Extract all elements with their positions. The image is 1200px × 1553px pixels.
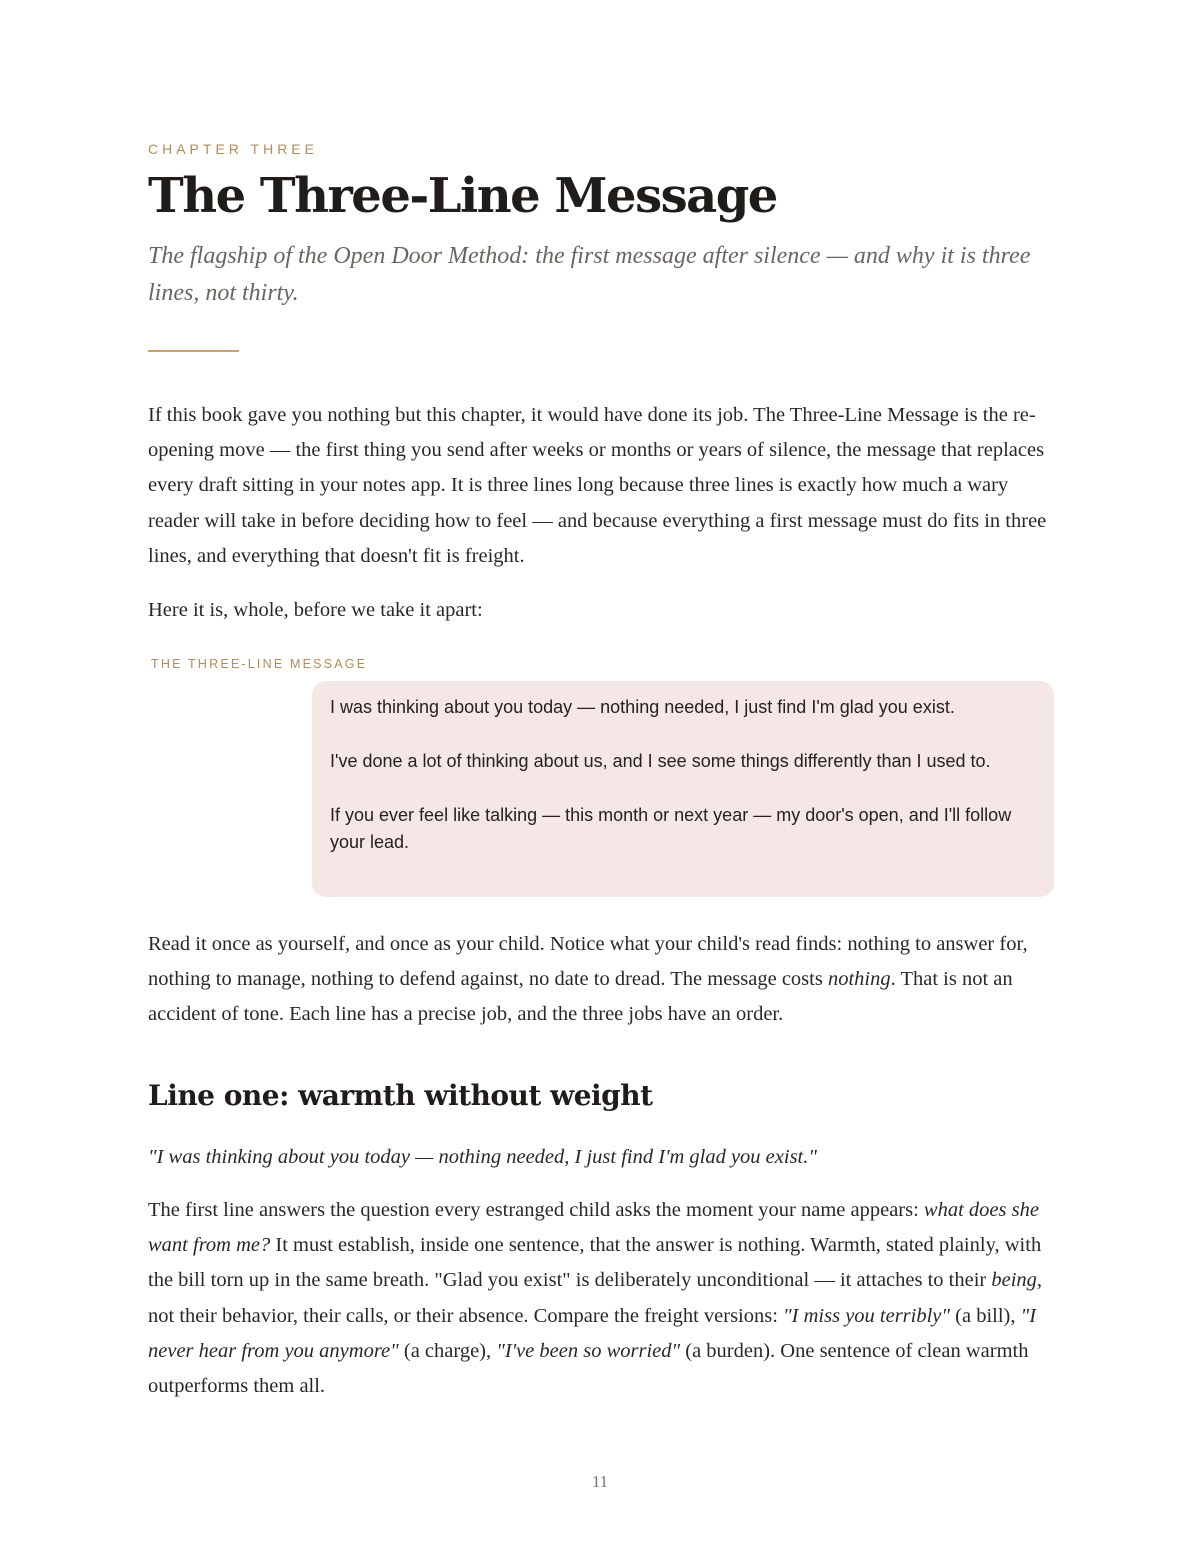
message-bubble — [312, 681, 1054, 897]
message-line-one: I was thinking about you today — nothing needed, I just find I'm glad you exist. — [330, 697, 955, 717]
freight-example-bill: "I miss you terribly" — [783, 1304, 951, 1327]
intro-paragraph: If this book gave you nothing but this chapter, it would have done its job. The Three-Line Message is the re-opening move — the first thing you send after weeks or months or years of silence, the message that replaces every draft sitting in your notes app. It is three lines long because three lines is exactly how much a wary reader will take in before deciding how to feel — and because everything a first message must do fits in three lines, and everything that doesn't fit is freight. — [148, 404, 1047, 567]
emphasis-being: being — [991, 1269, 1037, 1292]
analysis-paragraph: Read it once as yourself, and once as your child. Notice what your child's read finds: nothing to answer for, nothing to manage, nothing to defend against, no date to dread. The message costs nothing. That is not an accident of tone. Each line has a precise job, and the three jobs have an order. — [148, 933, 1028, 1026]
message-line-three: If you ever feel like talking — this month or next year — my door's open, and I'll follow your lead. — [330, 805, 1012, 852]
message-line-two: I've done a lot of thinking about us, and I see some things differently than I used to. — [330, 751, 991, 771]
emphasis-question: what does she want from me? — [148, 1199, 1039, 1257]
section-quote: "I was thinking about you today — nothing needed, I just find I'm glad you exist." — [148, 1146, 817, 1168]
message-label: THE THREE-LINE MESSAGE — [151, 657, 368, 671]
chapter-eyebrow: CHAPTER THREE — [148, 141, 318, 157]
page-number: 11 — [591, 1472, 609, 1491]
intro-lead-in: Here it is, whole, before we take it apart: — [148, 599, 483, 621]
emphasis-nothing: nothing — [827, 968, 891, 991]
freight-example-charge: "I never hear from you anymore" — [148, 1304, 1037, 1362]
section-heading: Line one: warmth without weight — [148, 1079, 653, 1112]
chapter-subtitle: The flagship of the Open Door Method: the first message after silence — and why it is three lines, not thirty. — [148, 243, 1031, 306]
section-body-paragraph: The first line answers the question every estranged child asks the moment your name appears: what does she want from me? It must establish, inside one sentence, that the answer is nothing. Warmth, stated plainly, with the bill torn up in the same breath. "Glad you exist" is deliberately unconditional — it attaches to their being, not their behavior, their calls, or their absence. Compare the freight versions: "I miss you terribly" (a bill), "I never hear from you anymore" (a charge), "I've been so worried" (a burden). One sentence of clean warmth outperforms them all. — [148, 1199, 1043, 1398]
chapter-title: The Three-Line Message — [148, 168, 777, 224]
title-divider — [148, 350, 239, 352]
freight-example-burden: "I've been so worried" — [496, 1339, 681, 1362]
